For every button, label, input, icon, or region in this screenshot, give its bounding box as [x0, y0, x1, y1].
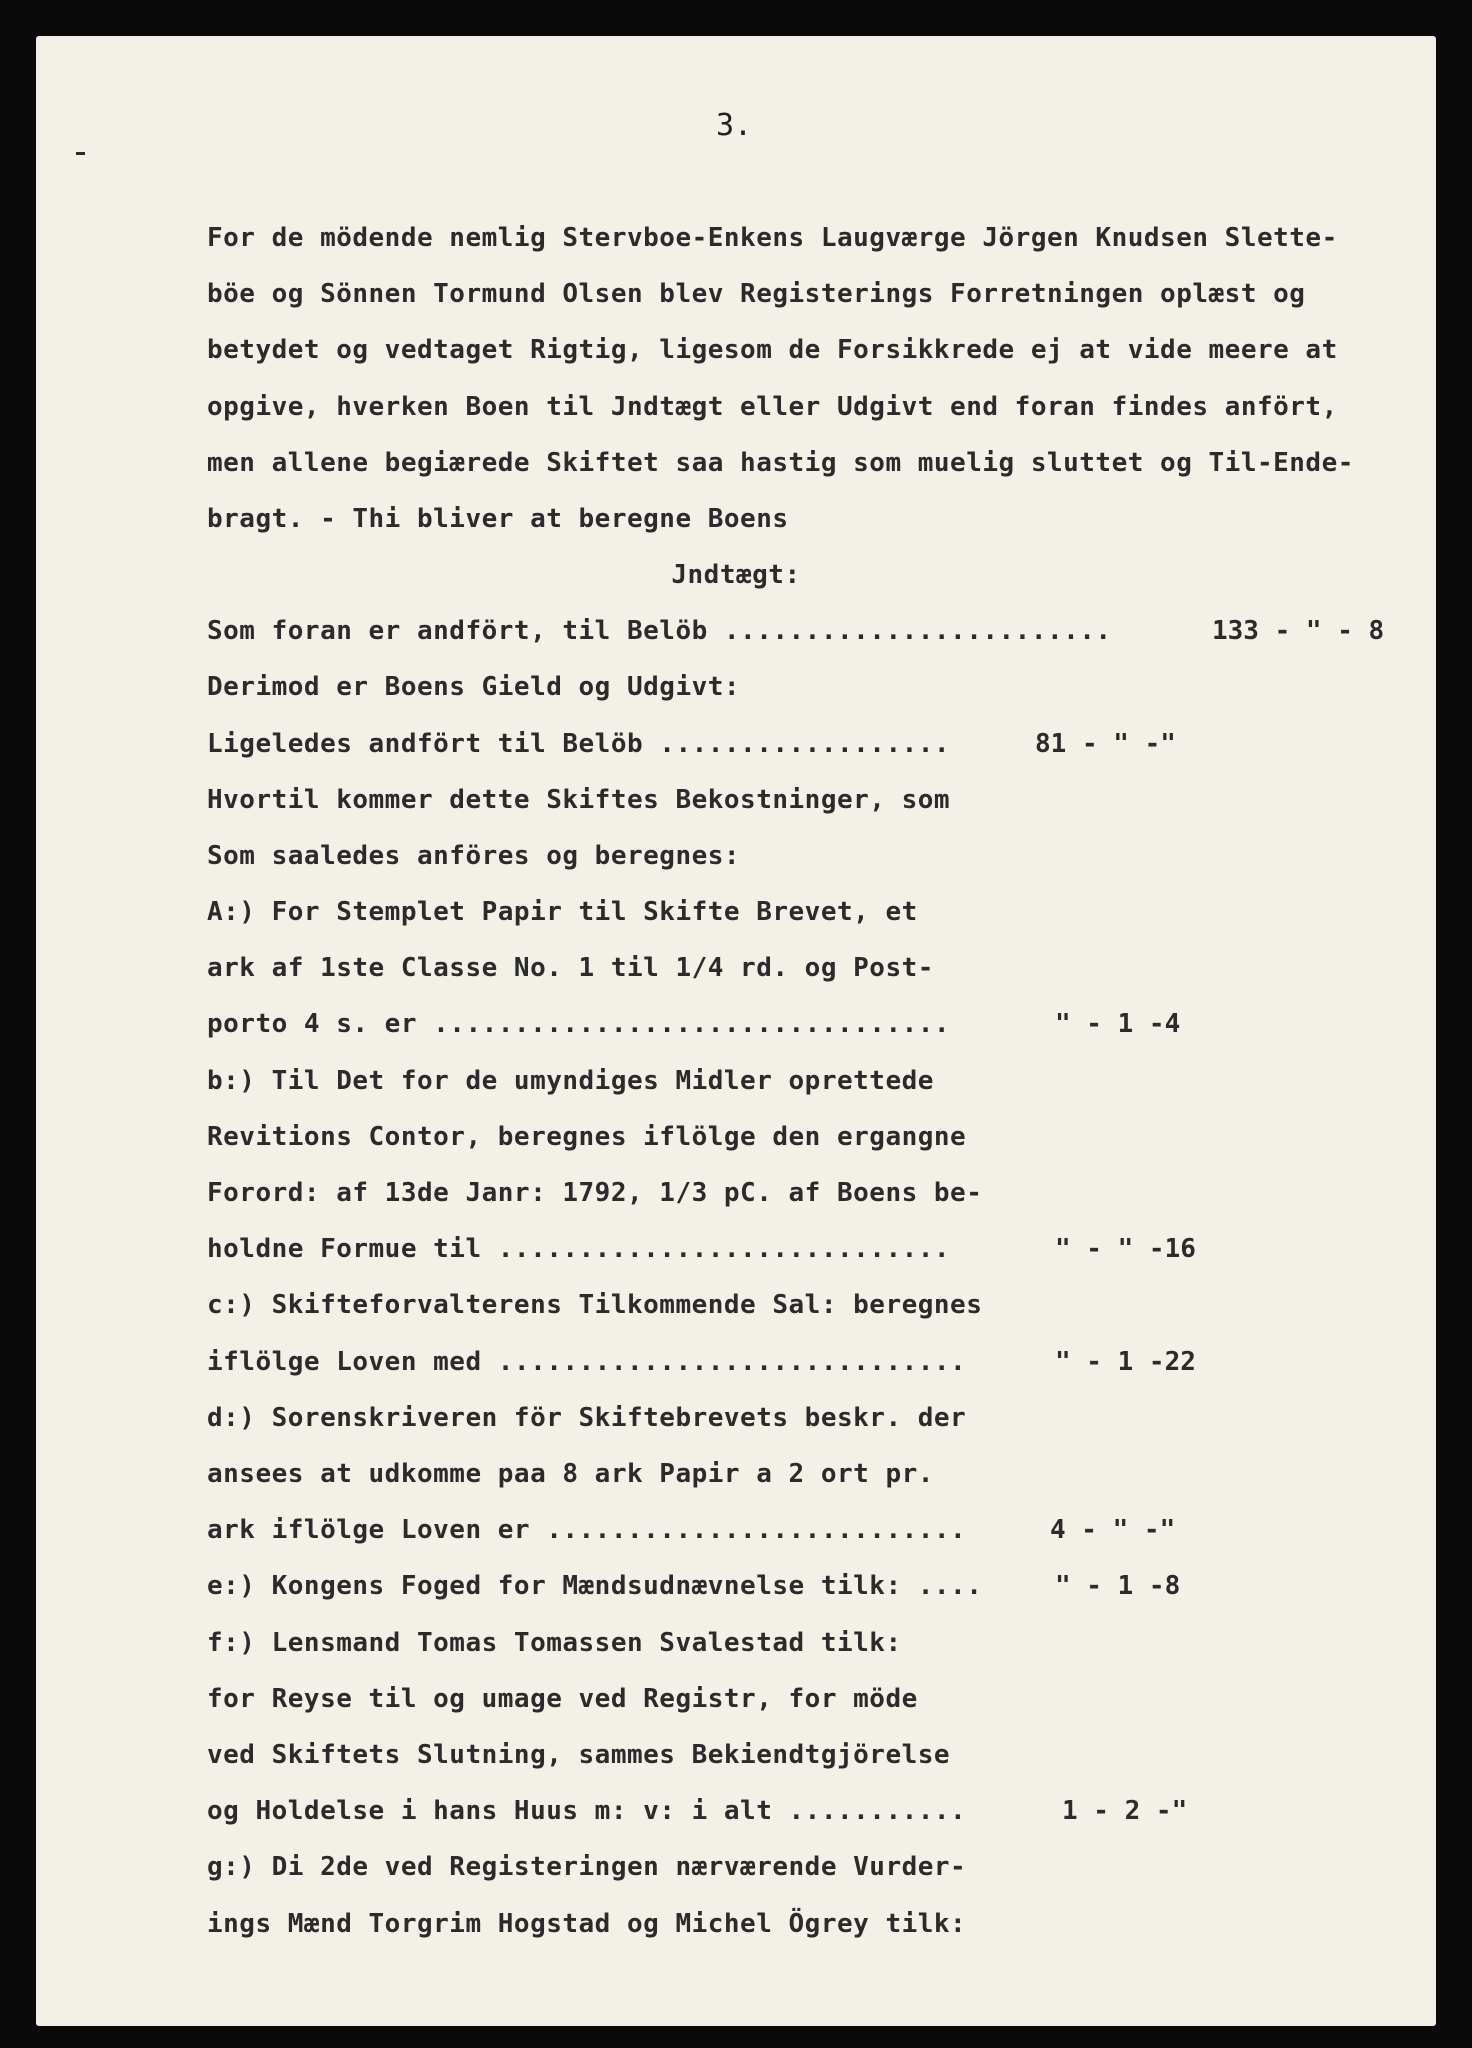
text-line: opgive, hverken Boen til Jndtægt eller Udgivt end foran findes anfört, [207, 392, 1338, 422]
amount-income: 133 - " - 8 [1212, 616, 1385, 646]
text-line: ark af 1ste Classe No. 1 til 1/4 rd. og Post- [207, 953, 934, 983]
text-line: For de mödende nemlig Stervboe-Enkens Laugværge Jörgen Knudsen Slette- [207, 223, 1338, 253]
text-line: A:) For Stemplet Papir til Skifte Brevet, et [207, 897, 918, 927]
text-line: Som saaledes anföres og beregnes: [207, 841, 741, 871]
text-line: porto 4 s. er ................................ [207, 1009, 951, 1039]
text-line: iflölge Loven med ............................. [207, 1347, 967, 1377]
text-line: betydet og vedtaget Rigtig, ligesom de Forsikkrede ej at vide meere at [207, 335, 1338, 365]
text-line: ark iflölge Loven er .......................... [207, 1515, 967, 1545]
amount-a: " - 1 -4 [1055, 1009, 1181, 1039]
text-line: f:) Lensmand Tomas Tomassen Svalestad tilk: [207, 1628, 902, 1658]
text-line: d:) Sorenskriveren för Skiftebrevets beskr. der [207, 1403, 967, 1433]
amount-d: 4 - " -" [1050, 1515, 1176, 1545]
text-line: og Holdelse i hans Huus m: v: i alt ........... [207, 1796, 967, 1826]
text-line: b:) Til Det for de umyndiges Midler oprettede [207, 1066, 934, 1096]
margin-mark [76, 152, 85, 155]
text-line: bragt. - Thi bliver at beregne Boens [207, 504, 789, 534]
text-line: g:) Di 2de ved Registeringen nærværende Vurder- [207, 1852, 967, 1882]
amount-f: 1 - 2 -" [1062, 1796, 1188, 1826]
text-line: ansees at udkomme paa 8 ark Papir a 2 ort pr. [207, 1459, 934, 1489]
text-line: for Reyse til og umage ved Registr, for möde [207, 1684, 918, 1714]
amount-b: " - " -16 [1055, 1234, 1196, 1264]
text-line: Hvortil kommer dette Skiftes Bekostninger, som [207, 785, 951, 815]
section-heading: Jndtægt: [671, 560, 801, 590]
text-line: Som foran er andfört, til Belöb ........................ [207, 616, 1112, 646]
text-line: ved Skiftets Slutning, sammes Bekiendtgjörelse [207, 1740, 951, 1770]
text-line: e:) Kongens Foged for Mændsudnævnelse tilk: .... [207, 1571, 983, 1601]
text-line: c:) Skifteforvalterens Tilkommende Sal: beregnes [207, 1290, 983, 1320]
text-line: holdne Formue til ............................ [207, 1234, 951, 1264]
amount-c: " - 1 -22 [1055, 1347, 1196, 1377]
text-line: ings Mænd Torgrim Hogstad og Michel Ögrey tilk: [207, 1909, 967, 1939]
amount-debt: 81 - " -" [1035, 729, 1176, 759]
text-line: Revitions Contor, beregnes iflölge den ergangne [207, 1122, 967, 1152]
text-line: Forord: af 13de Janr: 1792, 1/3 pC. af Boens be- [207, 1178, 983, 1208]
amount-e: " - 1 -8 [1055, 1571, 1181, 1601]
text-line: böe og Sönnen Tormund Olsen blev Registerings Forretningen oplæst og [207, 279, 1306, 309]
text-line: men allene begiærede Skiftet saa hastig som muelig sluttet og Til-Ende- [207, 448, 1354, 478]
text-line: Ligeledes andfört til Belöb .................. [207, 729, 951, 759]
text-line: Derimod er Boens Gield og Udgivt: [207, 672, 741, 702]
page-number: 3. [716, 108, 753, 143]
